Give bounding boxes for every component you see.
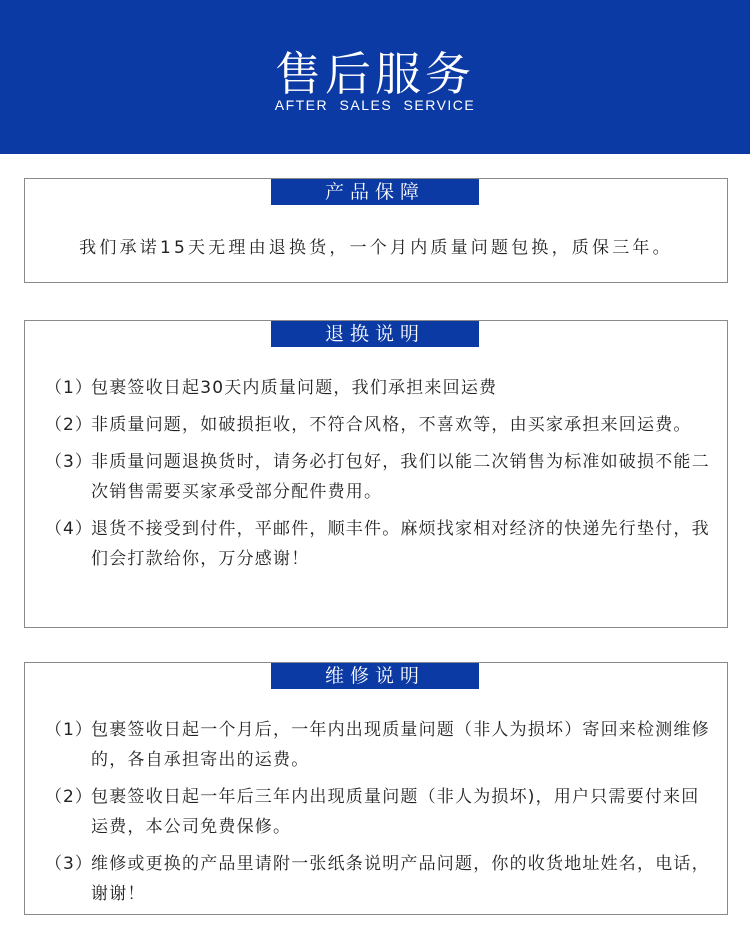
item-text: 包裹签收日起一年后三年内出现质量问题（非人为损坏)，用户只需要付来回运费，本公司免费保修。 xyxy=(91,787,700,837)
item-text: 非质量问题，如破损拒收，不符合风格，不喜欢等，由买家承担来回运费。 xyxy=(91,415,692,435)
page-title: 售后服务 xyxy=(275,47,475,101)
list-item xyxy=(45,447,713,507)
item-text: 包裹签收日起一个月后，一年内出现质量问题（非人为损坏）寄回来检测维修的，各自承担寄出的运费。 xyxy=(91,720,710,770)
item-number: （2） xyxy=(45,415,93,435)
list-item xyxy=(45,373,713,403)
return-policy-section xyxy=(24,320,728,628)
item-text: 维修或更换的产品里请附一张纸条说明产品问题，你的收货地址姓名，电话，谢谢！ xyxy=(91,854,710,904)
return-items-list xyxy=(45,373,713,581)
list-item xyxy=(45,782,713,842)
section-label-guarantee: 产品保障 xyxy=(271,179,479,205)
repair-items-list xyxy=(45,715,713,916)
item-number: （4） xyxy=(45,519,93,539)
list-item xyxy=(45,514,713,574)
repair-policy-section xyxy=(24,662,728,915)
item-number: （3） xyxy=(45,854,93,874)
product-guarantee-section xyxy=(24,178,728,283)
item-number: （1） xyxy=(45,720,93,740)
section-label-returns: 退换说明 xyxy=(271,321,479,347)
item-number: （2） xyxy=(45,787,93,807)
header-banner xyxy=(0,0,750,154)
guarantee-text: 我们承诺15天无理由退换货，一个月内质量问题包换，质保三年。 xyxy=(79,238,673,258)
item-number: （1） xyxy=(45,378,93,398)
item-text: 包裹签收日起30天内质量问题，我们承担来回运费 xyxy=(91,378,498,398)
list-item xyxy=(45,849,713,909)
item-text: 非质量问题退换货时，请务必打包好，我们以能二次销售为标准如破损不能二次销售需要买家承受部分配件费用。 xyxy=(91,452,710,502)
list-item xyxy=(45,715,713,775)
item-text: 退货不接受到付件，平邮件，顺丰件。麻烦找家相对经济的快递先行垫付，我们会打款给你，万分感谢！ xyxy=(91,519,710,569)
page-subtitle: AFTER SALES SERVICE xyxy=(274,97,476,113)
list-item xyxy=(45,410,713,440)
item-number: （3） xyxy=(45,452,93,472)
section-label-repair: 维修说明 xyxy=(271,663,479,689)
